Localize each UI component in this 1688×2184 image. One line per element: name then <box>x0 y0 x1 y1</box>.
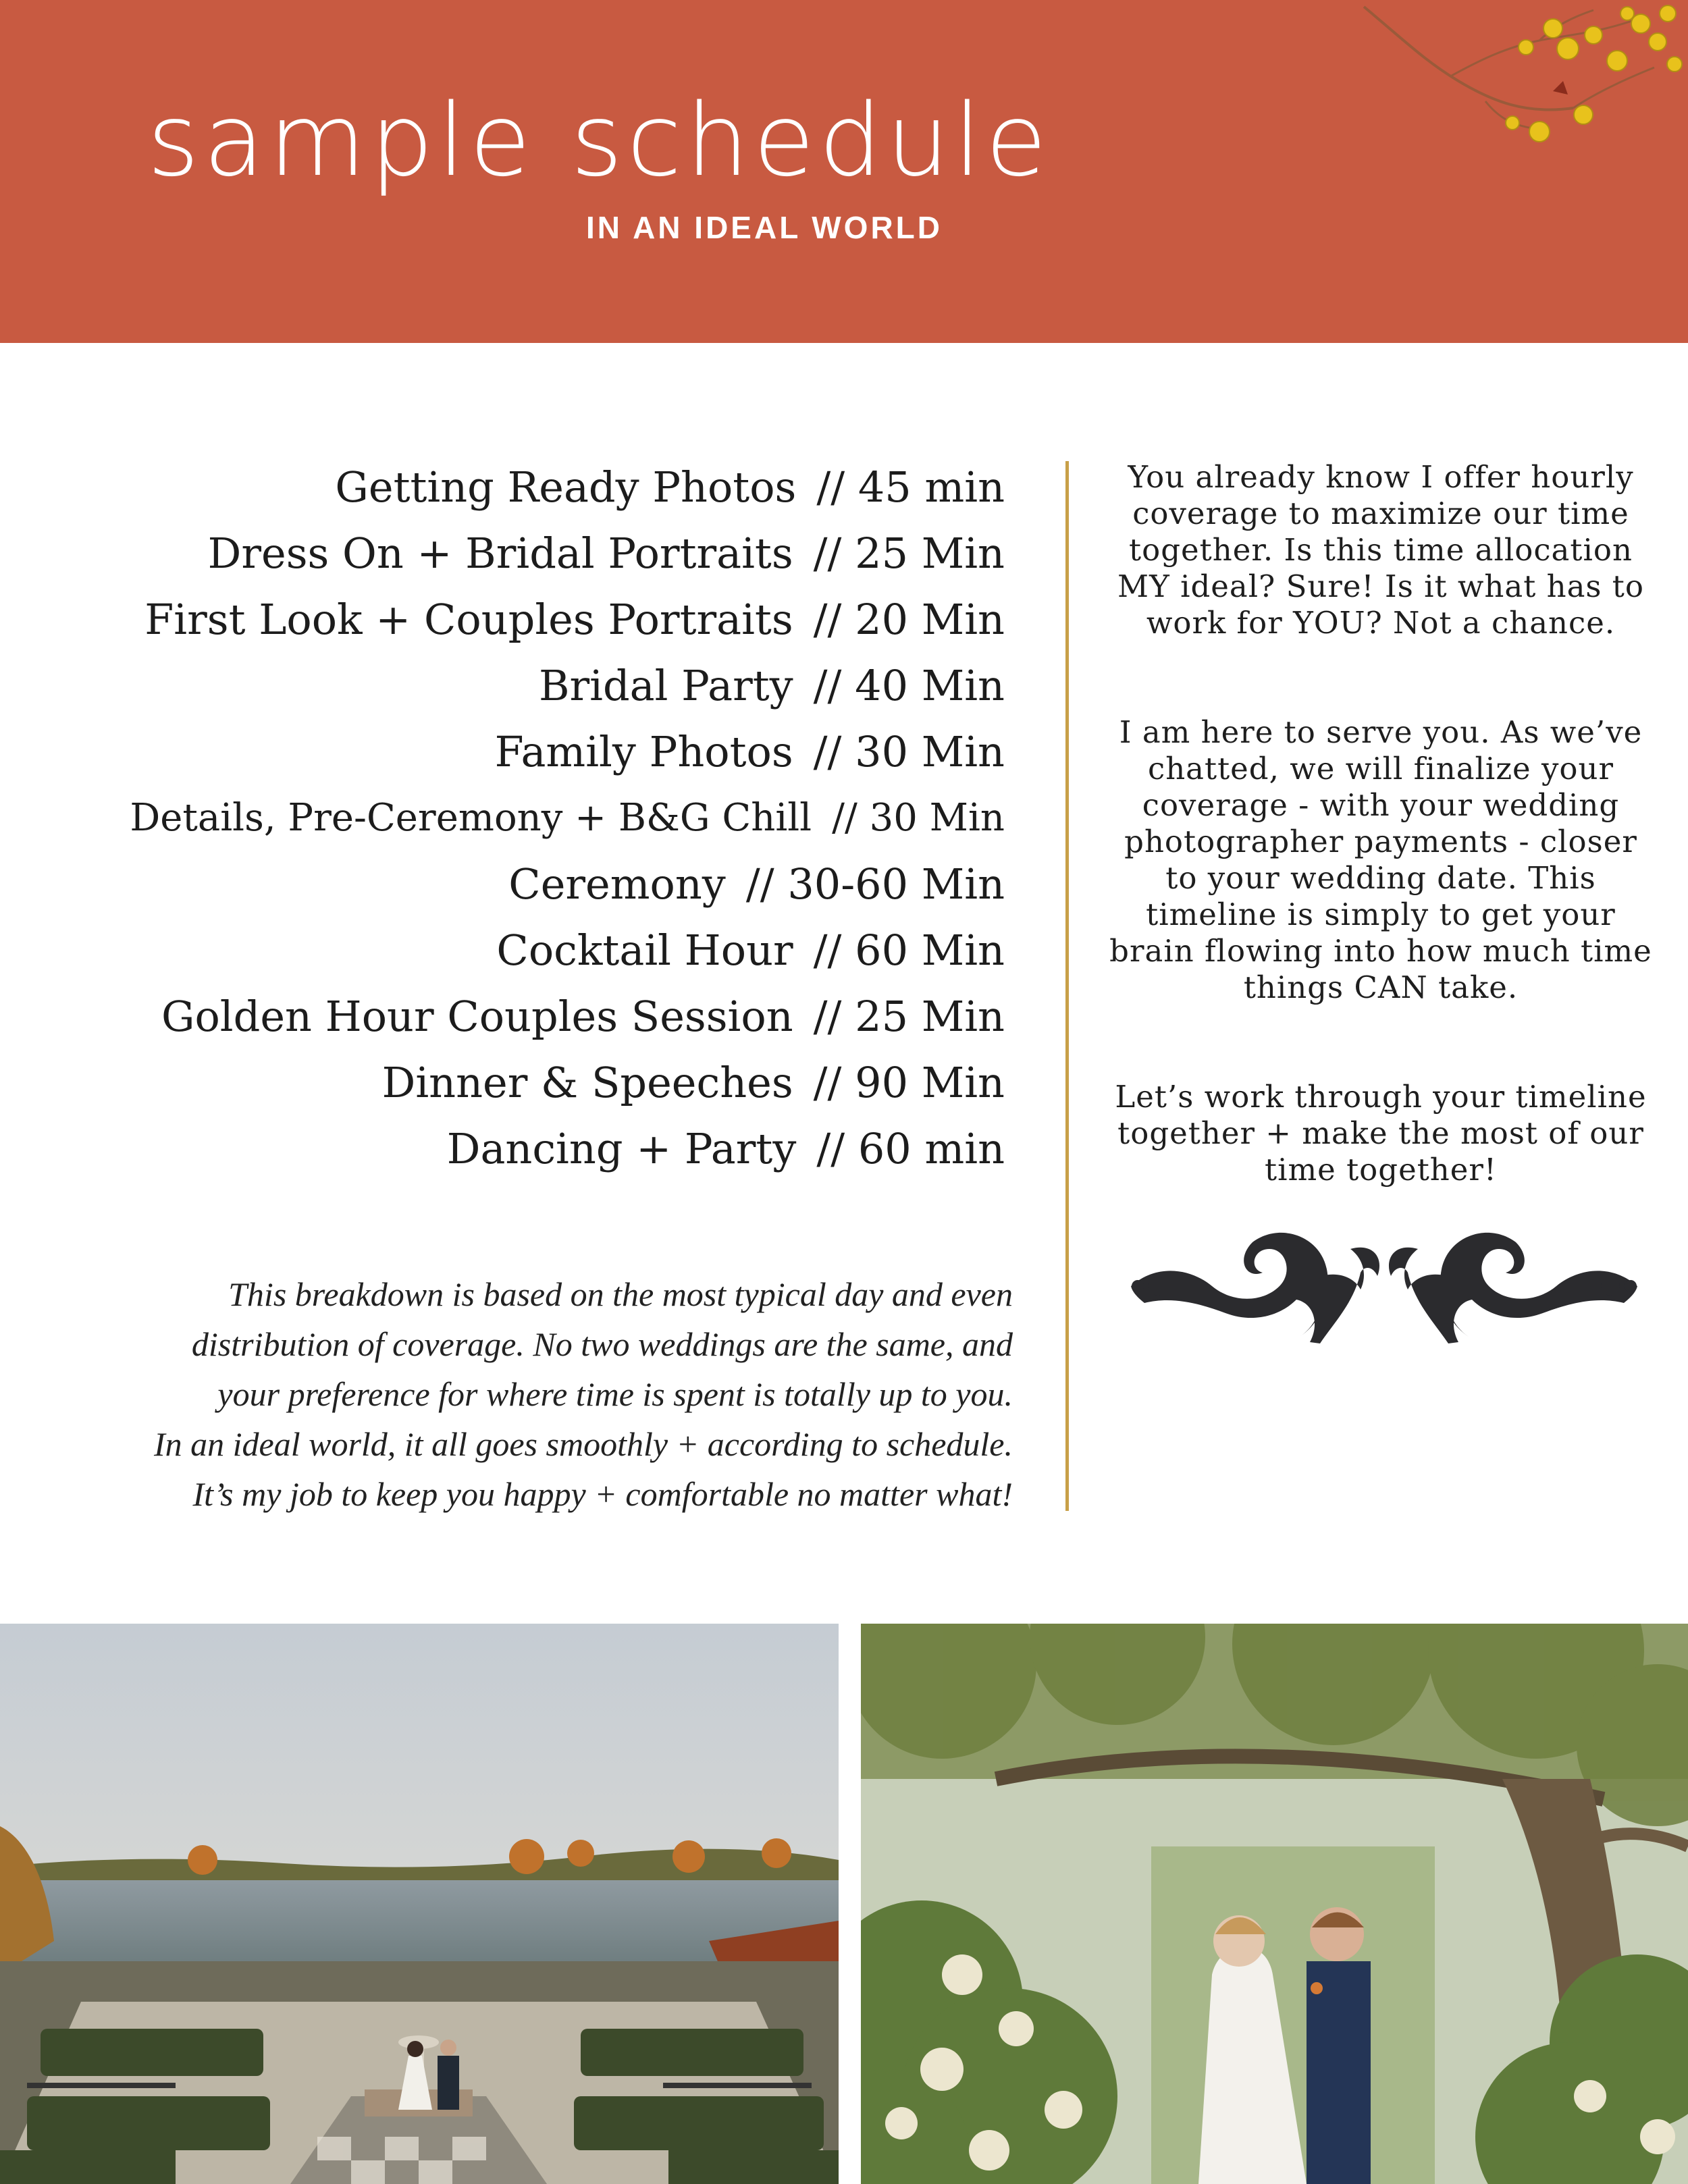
schedule-duration: // 60 min <box>816 1123 1005 1173</box>
schedule-duration: // 60 Min <box>813 925 1005 975</box>
schedule-item-dinner <box>81 1049 1005 1115</box>
schedule-duration: // 40 Min <box>813 660 1005 710</box>
schedule-item-getting-ready <box>81 454 1005 520</box>
page-subtitle: IN AN IDEAL WORLD <box>586 210 943 245</box>
schedule-duration: // 25 Min <box>813 991 1005 1041</box>
schedule-label: Dancing + Party <box>446 1123 797 1173</box>
schedule-note <box>101 1269 1013 1519</box>
sidebar-paragraph-cta: Let’s work through your timeline together + make the most of our time together! <box>1115 1079 1647 1188</box>
schedule-duration: // 20 Min <box>813 594 1005 644</box>
note-line: This breakdown is based on the most typical day and even <box>228 1275 1013 1313</box>
sidebar-paragraph-intro: You already know I offer hourly coverage to maximize our time together. Is this time allocation MY ideal? Sure! Is it what has to work for YOU? Not a chance. <box>1117 459 1644 641</box>
note-line: It’s my job to keep you happy + comfortable no matter what! <box>192 1475 1013 1513</box>
schedule-label: Family Photos <box>494 726 793 776</box>
schedule-duration: // 30 Min <box>813 726 1005 776</box>
schedule-label: Bridal Party <box>538 660 793 710</box>
schedule-label: First Look + Couples Portraits <box>144 594 793 644</box>
schedule-label: Dress On + Bridal Portraits <box>207 528 793 578</box>
schedule-item-family-photos <box>81 718 1005 784</box>
schedule-label: Ceremony <box>508 859 726 909</box>
header-banner <box>0 0 1688 343</box>
note-line: your preference for where time is spent is totally up to you. <box>217 1375 1013 1413</box>
sidebar-text <box>1107 459 1654 1261</box>
schedule-item-dancing <box>81 1115 1005 1181</box>
schedule-duration: // 30-60 Min <box>745 859 1005 909</box>
schedule-label: Cocktail Hour <box>496 925 793 975</box>
schedule-list <box>81 454 1005 1181</box>
schedule-item-first-look <box>81 586 1005 652</box>
schedule-item-details <box>81 784 1005 851</box>
note-line: distribution of coverage. No two weddings are the same, and <box>191 1325 1013 1363</box>
schedule-item-cocktail-hour <box>81 917 1005 983</box>
schedule-duration: // 90 Min <box>813 1057 1005 1107</box>
schedule-label: Details, Pre-Ceremony + B&G Chill <box>130 795 812 840</box>
schedule-item-bridal-party <box>81 652 1005 718</box>
schedule-item-golden-hour <box>81 983 1005 1049</box>
sidebar-paragraph-serve: I am here to serve you. As we’ve chatted, we will finalize your coverage - with your wedding photographer payments - closer to your wedding date. This timeline is simply to get your brain flowing into how much time things CAN take. <box>1109 714 1652 1005</box>
schedule-duration: // 25 Min <box>813 528 1005 578</box>
vertical-divider <box>1065 461 1069 1511</box>
yellow-flower-branch-icon <box>1350 0 1688 155</box>
schedule-label: Getting Ready Photos <box>335 462 797 512</box>
venue-couple-photo <box>0 1624 839 2184</box>
flourish-ornament-icon <box>1117 1222 1651 1350</box>
schedule-duration: // 45 min <box>816 462 1005 512</box>
schedule-item-dress-on <box>81 520 1005 586</box>
garden-couple-photo <box>861 1624 1688 2184</box>
note-line: In an ideal world, it all goes smoothly + according to schedule. <box>153 1425 1013 1463</box>
schedule-item-ceremony <box>81 851 1005 917</box>
schedule-label: Dinner & Speeches <box>381 1057 793 1107</box>
schedule-label: Golden Hour Couples Session <box>161 991 793 1041</box>
schedule-duration: // 30 Min <box>832 795 1005 840</box>
page-title: sample schedule <box>147 82 1051 198</box>
